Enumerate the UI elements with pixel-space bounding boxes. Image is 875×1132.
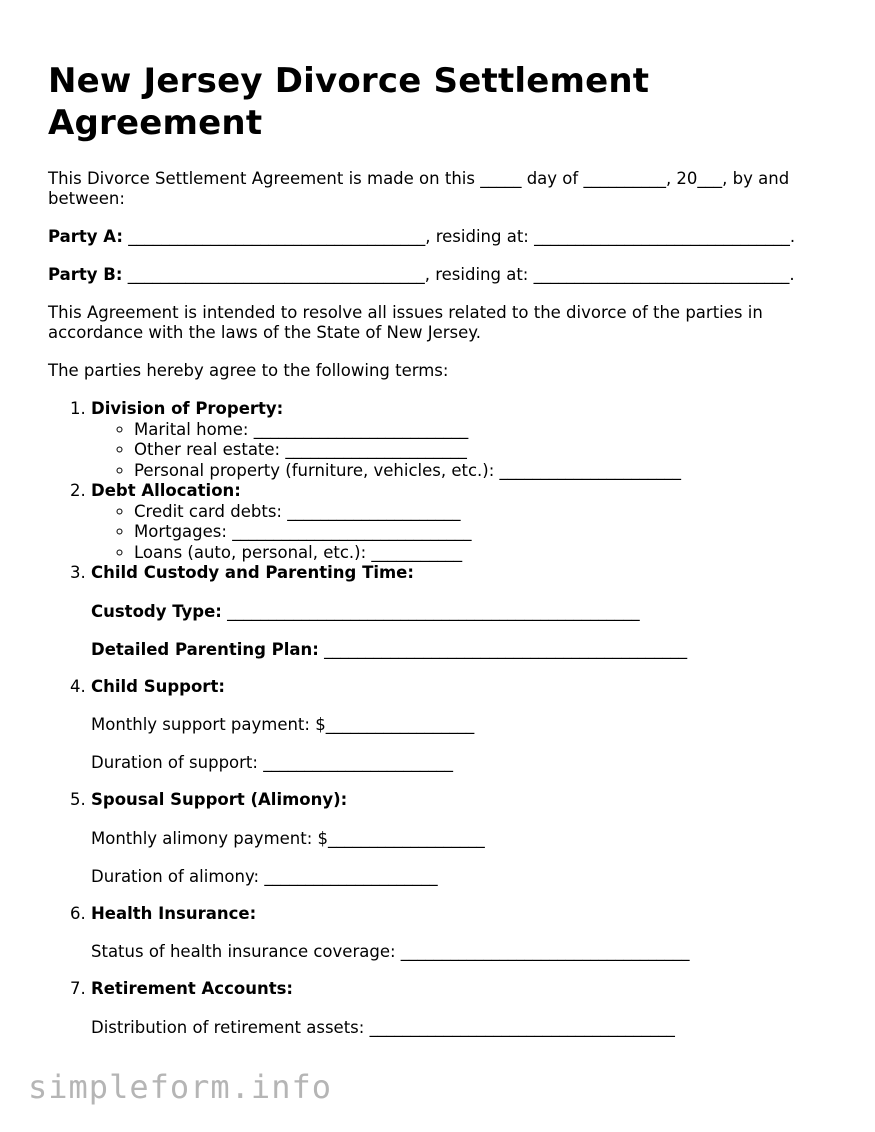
- retirement-distribution-line: Distribution of retirement assets: _____________________________________: [91, 1017, 675, 1037]
- list-item: ◦ Personal property (furniture, vehicles, etc.): ______________________: [134, 461, 838, 482]
- list-item: ◦ Loans (auto, personal, etc.): ___________: [134, 543, 838, 564]
- support-duration-line: Duration of support: _______________________: [91, 753, 453, 772]
- term-child-support: [91, 677, 838, 774]
- term-health-insurance: [91, 904, 838, 963]
- term-heading: Child Custody and Parenting Time:: [91, 563, 414, 582]
- custody-type-label: Custody Type:: [91, 601, 222, 621]
- term-heading: Spousal Support (Alimony):: [91, 790, 348, 809]
- parenting-plan-label: Detailed Parenting Plan:: [91, 639, 319, 659]
- parenting-plan-blank: ____________________________________________: [318, 639, 688, 659]
- list-item: ◦ Mortgages: _____________________________: [134, 522, 838, 543]
- watermark: simpleform.info: [28, 1068, 332, 1106]
- alimony-duration-line: Duration of alimony: _____________________: [91, 866, 438, 886]
- custody-type-line: [91, 602, 838, 622]
- alimony-payment-line: Monthly alimony payment: $___________________: [91, 828, 485, 848]
- support-payment-line: Monthly support payment: $__________________: [91, 715, 475, 734]
- document-title: New Jersey Divorce Settlement Agreement: [48, 61, 650, 143]
- party-b-line: [48, 265, 838, 285]
- term-heading: Child Support:: [91, 676, 225, 696]
- document-page: [48, 60, 838, 1038]
- health-status-line: Status of health insurance coverage: ___________________________________: [91, 942, 690, 961]
- purpose-paragraph: This Agreement is intended to resolve all issues related to the divorce of the parties in accordance with the laws of the State of New Jersey.: [48, 303, 763, 342]
- party-a-line: [48, 227, 838, 247]
- party-a-label: Party A:: [48, 227, 123, 246]
- term-property: [91, 399, 838, 481]
- party-b-blank: ____________________________________, residing at: _______________________________.: [122, 265, 795, 284]
- term-heading: Division of Property:: [91, 399, 284, 418]
- agree-paragraph: The parties hereby agree to the following terms:: [48, 361, 449, 380]
- parenting-plan-line: [91, 640, 838, 660]
- party-b-label: Party B:: [48, 265, 123, 284]
- property-list: [91, 420, 838, 482]
- term-custody: [91, 563, 838, 660]
- term-heading: Health Insurance:: [91, 903, 257, 923]
- terms-list: [48, 399, 838, 1038]
- list-item: ◦ Other real estate: ______________________: [134, 440, 838, 461]
- list-item: ◦ Marital home: __________________________: [134, 420, 838, 441]
- term-debt: [91, 481, 838, 563]
- debt-list: [91, 502, 838, 564]
- list-item: ◦ Credit card debts: _____________________: [134, 502, 838, 523]
- term-heading: Debt Allocation:: [91, 481, 241, 500]
- intro-paragraph: This Divorce Settlement Agreement is made on this _____ day of __________, 20___, by and between:: [48, 169, 790, 208]
- term-spousal-support: [91, 790, 838, 887]
- term-heading: Retirement Accounts:: [91, 979, 293, 998]
- term-retirement: [91, 979, 838, 1038]
- party-a-blank: ____________________________________, residing at: _______________________________.: [122, 227, 796, 246]
- custody-type-blank: __________________________________________________: [221, 601, 640, 621]
